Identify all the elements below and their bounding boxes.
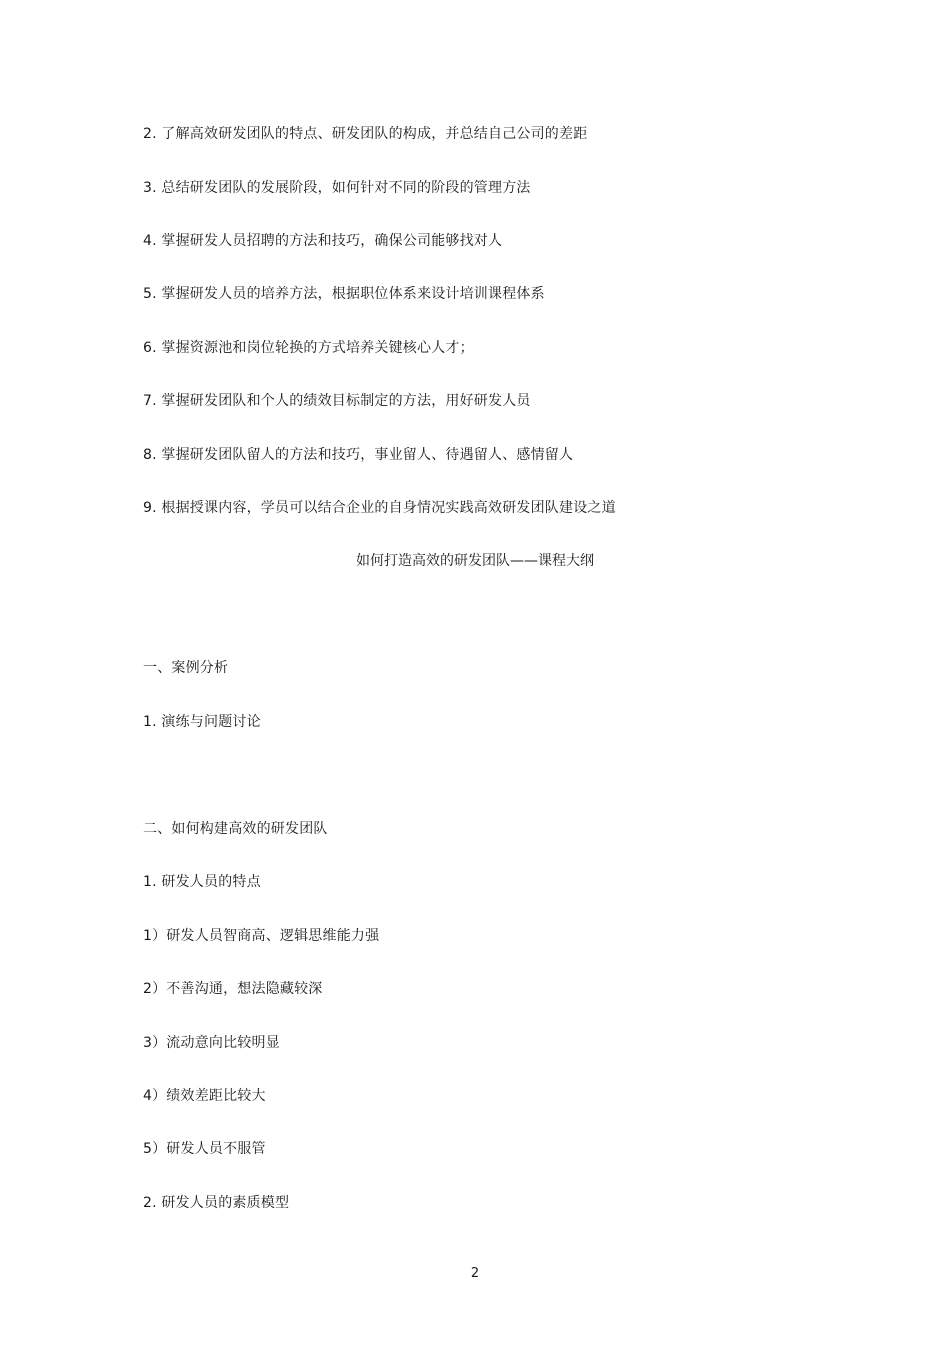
section2-subitem-5: 5）研发人员不服管	[143, 1141, 266, 1157]
section2-subitem-1: 1）研发人员智商高、逻辑思维能力强	[143, 928, 380, 944]
objective-item-4: 4. 掌握研发人员招聘的方法和技巧，确保公司能够找对人	[143, 233, 503, 249]
outline-title: 如何打造高效的研发团队——课程大纲	[356, 553, 594, 569]
section-heading-build-team: 二、如何构建高效的研发团队	[143, 821, 328, 837]
section2-subitem-3: 3）流动意向比较明显	[143, 1035, 280, 1051]
page-number: 2	[470, 1266, 480, 1281]
objective-item-5: 5. 掌握研发人员的培养方法，根据职位体系来设计培训课程体系	[143, 286, 545, 302]
objective-item-2: 2. 了解高效研发团队的特点、研发团队的构成，并总结自己公司的差距	[143, 126, 588, 142]
section2-item-1: 1. 研发人员的特点	[143, 874, 261, 890]
section2-subitem-4: 4）绩效差距比较大	[143, 1088, 266, 1104]
objective-item-8: 8. 掌握研发团队留人的方法和技巧，事业留人、待遇留人、感情留人	[143, 447, 574, 463]
objective-item-7: 7. 掌握研发团队和个人的绩效目标制定的方法，用好研发人员	[143, 393, 531, 409]
section2-subitem-2: 2）不善沟通，想法隐藏较深	[143, 981, 323, 997]
objective-item-3: 3. 总结研发团队的发展阶段，如何针对不同的阶段的管理方法	[143, 180, 531, 196]
section-heading-case-analysis: 一、案例分析	[143, 660, 229, 676]
objective-item-9: 9. 根据授课内容，学员可以结合企业的自身情况实践高效研发团队建设之道	[143, 500, 616, 516]
objective-item-6: 6. 掌握资源池和岗位轮换的方式培养关键核心人才；	[143, 340, 474, 356]
section1-item-1: 1. 演练与问题讨论	[143, 714, 261, 730]
section2-item-2: 2. 研发人员的素质模型	[143, 1195, 290, 1211]
